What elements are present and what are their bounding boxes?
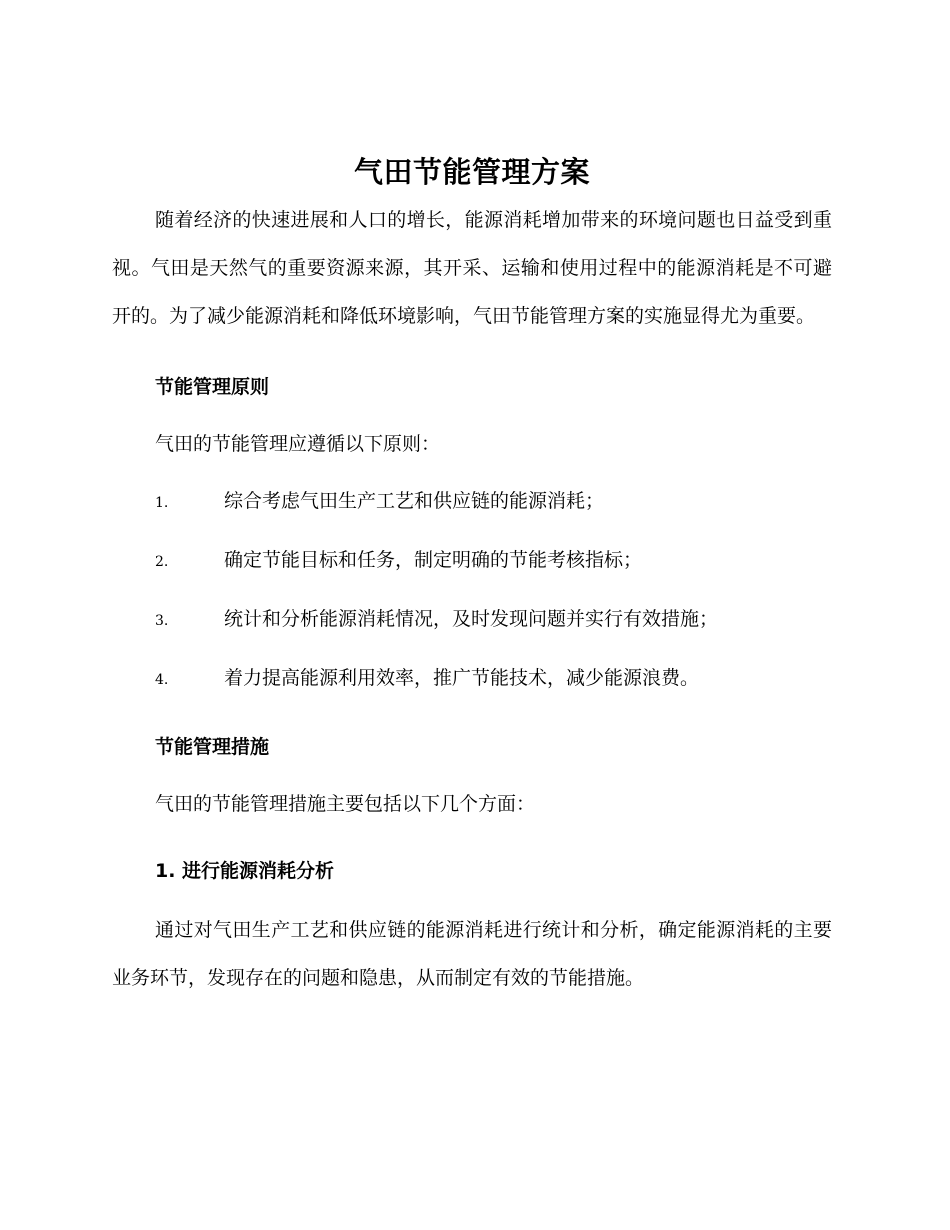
intro-paragraph: 随着经济的快速进展和人口的增长，能源消耗增加带来的环境问题也日益受到重视。气田是天然气的重要资源来源，其开采、运输和使用过程中的能源消耗是不可避开的。为了减少能源消耗和降低环境影响，气田节能管理方案的实施显得尤为重要。 (112, 209, 832, 327)
energy-analysis-paragraph: 通过对气田生产工艺和供应链的能源消耗进行统计和分析，确定能源消耗的主要业务环节，发现存在的问题和隐患，从而制定有效的节能措施。 (112, 919, 832, 989)
list-item-number: 1. (155, 495, 169, 511)
list-item-text: 确定节能目标和任务，制定明确的节能考核指标； (224, 549, 643, 571)
section-heading-measures: 节能管理措施 (155, 736, 270, 758)
list-item-number: 3. (155, 613, 169, 629)
section-heading-principles: 节能管理原则 (155, 376, 270, 398)
document-page (112, 148, 832, 1002)
measures-lead: 气田的节能管理措施主要包括以下几个方面： (155, 793, 536, 815)
list-item (112, 650, 832, 709)
subheading-energy-analysis: 1. 进行能源消耗分析 (155, 860, 335, 882)
list-item-number: 2. (155, 554, 169, 570)
principles-list (112, 473, 832, 709)
list-item-text: 综合考虑气田生产工艺和供应链的能源消耗； (224, 490, 605, 512)
list-item-text: 统计和分析能源消耗情况，及时发现问题并实行有效措施； (224, 608, 719, 630)
principles-lead: 气田的节能管理应遵循以下原则： (155, 433, 441, 455)
list-item (112, 532, 832, 591)
list-item-number: 4. (155, 672, 169, 688)
list-item (112, 591, 832, 650)
document-title: 气田节能管理方案 (353, 155, 590, 189)
list-item-text: 着力提高能源利用效率，推广节能技术，减少能源浪费。 (224, 667, 700, 689)
list-item (112, 473, 832, 532)
